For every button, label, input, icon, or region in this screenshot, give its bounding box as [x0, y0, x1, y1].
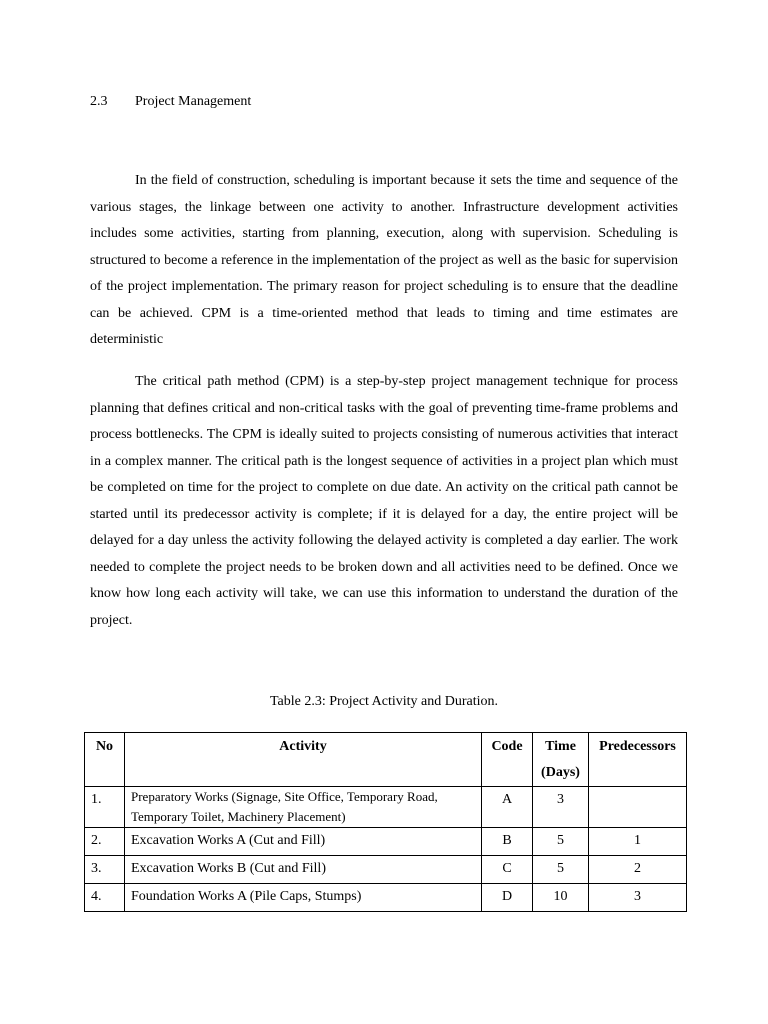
cell-time: 3 [533, 787, 589, 828]
cell-activity: Excavation Works A (Cut and Fill) [125, 828, 482, 856]
table-row [85, 828, 687, 856]
header-code: Code [482, 733, 533, 787]
cell-no: 3. [85, 856, 125, 884]
header-no: No [85, 733, 125, 787]
table-caption: Table 2.3: Project Activity and Duration. [269, 694, 499, 709]
cell-code: D [482, 884, 533, 912]
section-heading [90, 93, 251, 111]
paragraph-cpm: The critical path method (CPM) is a step-by-step project management technique for process planning that defines critical and non-critical tasks with the goal of preventing time-frame problems and process bottlenecks. The CPM is ideally suited to projects consisting of numerous activities that interact in a complex manner. The critical path is the longest sequence of activities in a project plan which must be completed on time for the project to complete on due date. An activity on the critical path cannot be started until its predecessor activity is complete; if it is delayed for a day, the entire project will be delayed for a day unless the activity following the delayed activity is completed a day earlier. The work needed to complete the project needs to be broken down and all activities need to be defined. Once we know how long each activity will take, we can use this information to understand the duration of the project. [90, 374, 678, 628]
cell-no: 4. [85, 884, 125, 912]
header-time-label: Time [545, 739, 576, 754]
table-row [85, 787, 687, 828]
cell-no: 1. [85, 787, 125, 828]
cell-code: B [482, 828, 533, 856]
table-row [85, 884, 687, 912]
section-title: Project Management [135, 94, 252, 109]
header-time [533, 733, 589, 787]
cell-no: 2. [85, 828, 125, 856]
table-header-row [85, 733, 687, 787]
cell-activity: Excavation Works B (Cut and Fill) [125, 856, 482, 884]
activity-table [84, 732, 687, 912]
cell-predecessors [589, 787, 687, 828]
section-number: 2.3 [90, 94, 108, 109]
paragraph-scheduling: In the field of construction, scheduling is important because it sets the time and sequence of the various stages, the linkage between one activity to another. Infrastructure development activities includes some activities, starting from planning, execution, along with supervision. Scheduling is structured to become a reference in the implementation of the project as well as the basic for supervision of the project implementation. The primary reason for project scheduling is to ensure that the deadline can be achieved. CPM is a time-oriented method that leads to timing and time estimates are deterministic [90, 173, 678, 347]
cell-predecessors: 3 [589, 884, 687, 912]
cell-code: C [482, 856, 533, 884]
table-row [85, 856, 687, 884]
cell-activity: Preparatory Works (Signage, Site Office, Temporary Road, Temporary Toilet, Machinery Placement) [125, 787, 482, 828]
cell-predecessors: 1 [589, 828, 687, 856]
cell-predecessors: 2 [589, 856, 687, 884]
cell-time: 10 [533, 884, 589, 912]
cell-time: 5 [533, 856, 589, 884]
cell-activity: Foundation Works A (Pile Caps, Stumps) [125, 884, 482, 912]
header-time-unit: (Days) [541, 765, 580, 780]
cell-code: A [482, 787, 533, 828]
header-predecessors: Predecessors [589, 733, 687, 787]
cell-time: 5 [533, 828, 589, 856]
header-activity: Activity [125, 733, 482, 787]
